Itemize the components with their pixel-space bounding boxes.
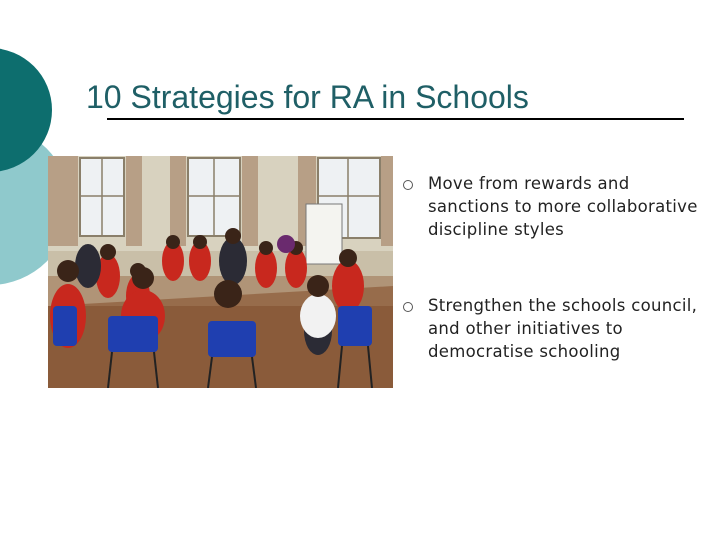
- slide-title: 10 Strategies for RA in Schools: [86, 79, 529, 116]
- hollow-circle-bullet-icon: [403, 302, 413, 312]
- bullet-text: Move from rewards and sanctions to more collaborative discipline styles: [428, 174, 698, 239]
- hollow-circle-bullet-icon: [403, 180, 413, 190]
- title-divider: [107, 118, 684, 120]
- bullet-item: [400, 172, 700, 241]
- classroom-circle-photo: [48, 156, 393, 388]
- bullet-list: [400, 172, 700, 416]
- bullet-item: [400, 294, 700, 363]
- bullet-text: Strengthen the schools council, and other initiatives to democratise schooling: [428, 296, 698, 361]
